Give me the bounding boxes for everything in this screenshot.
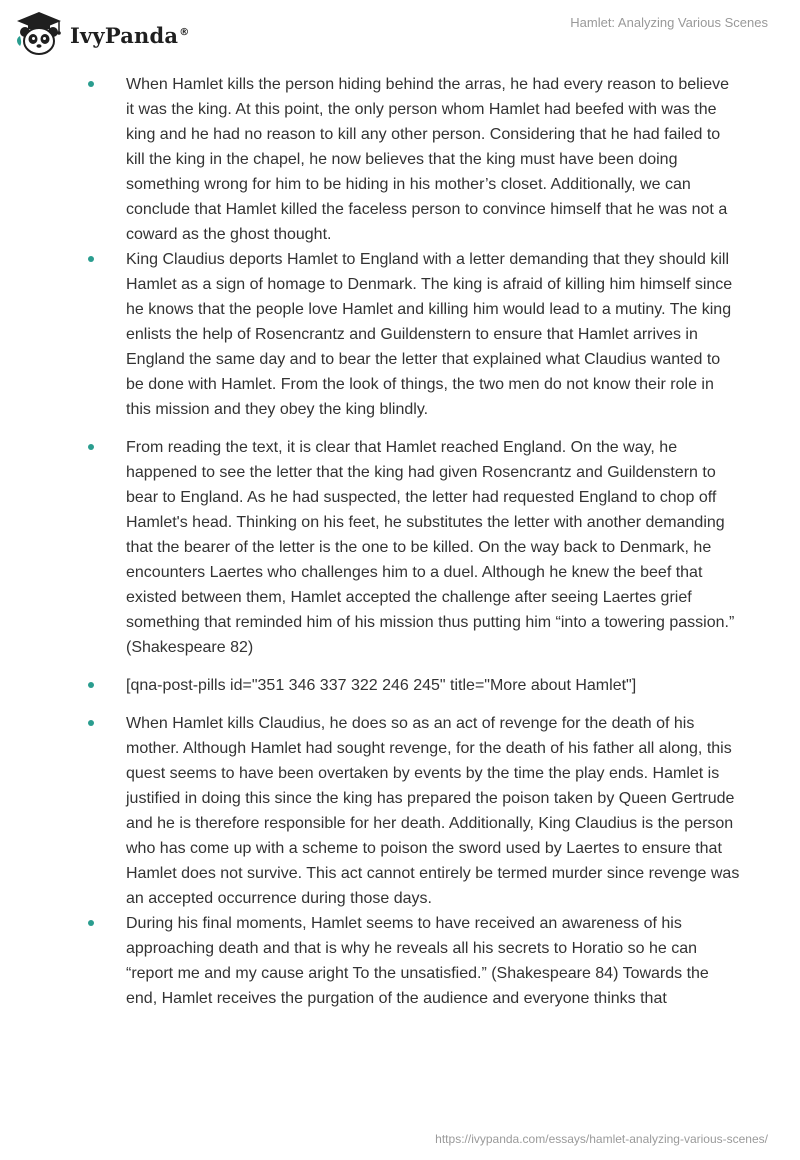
shortcode-text: [qna-post-pills id="351 346 337 322 246 245" title="More about Hamlet"] xyxy=(126,677,637,694)
bullet-dot xyxy=(88,444,94,450)
ivypanda-logo[interactable] xyxy=(14,10,189,56)
list-item xyxy=(0,72,800,247)
document-title: Hamlet: Analyzing Various Scenes xyxy=(570,15,768,30)
list-item xyxy=(0,673,800,698)
bullet-list xyxy=(0,72,800,1011)
list-item xyxy=(0,911,800,1011)
list-item-text: King Claudius deports Hamlet to England with a letter demanding that they should kill Hamlet as a sign of homage to Denmark. The king is afraid of killing him himself since he knows that the people love Hamlet and killing him would lead to a mutiny. The king enlists the help of Rosencrantz and Guildenstern to ensure that Hamlet arrives in England the same day and to bear the letter that explained what Claudius wanted to be done with Hamlet. From the look of things, the two men do not know their role in this mission and they obey the king blindly. xyxy=(126,251,733,418)
page-header xyxy=(0,0,800,70)
bullet-dot xyxy=(88,682,94,688)
list-item xyxy=(0,435,800,660)
bullet-dot xyxy=(88,81,94,87)
list-item-text: During his final moments, Hamlet seems to have received an awareness of his approaching death and that is why he reveals all his secrets to Horatio so he can “report me and my cause aright To the unsatisfied.” (Shakespeare 84) Towards the end, Hamlet receives the purgation of the audience and everyone thinks that xyxy=(126,915,709,1007)
registered-mark: ® xyxy=(179,26,190,38)
bullet-dot xyxy=(88,720,94,726)
brand-name: IvyPanda® xyxy=(70,22,190,48)
bullet-dot xyxy=(88,256,94,262)
list-item-text: When Hamlet kills the person hiding behind the arras, he had every reason to believe it was the king. At this point, the only person whom Hamlet had beefed with was the king and he had no reason to kill any other person. Considering that he had failed to kill the king in the chapel, he now believes that the king must have been doing something wrong for him to be hiding in his mother’s closet. Additionally, we can conclude that Hamlet killed the faceless person to convince himself that he was not a coward as the ghost thought. xyxy=(126,76,730,243)
panda-graduation-cap-icon xyxy=(14,10,64,56)
list-item-text: When Hamlet kills Claudius, he does so as an act of revenge for the death of his mother. Although Hamlet had sought revenge, for the death of his father all along, this quest seems to have been overtaken by events by the time the play ends. Hamlet is justified in doing this since the king has prepared the poison taken by Queen Gertrude and he is therefore responsible for her death. Additionally, King Claudius is the person who has come up with a scheme to poison the sword used by Laertes to ensure that Hamlet does not survive. This act cannot entirely be termed murder since revenge was an accepted occurrence during those days. xyxy=(126,715,740,907)
essay-body xyxy=(0,72,800,1011)
bullet-dot xyxy=(88,920,94,926)
source-url[interactable]: https://ivypanda.com/essays/hamlet-analyzing-various-scenes/ xyxy=(435,1132,768,1146)
list-item xyxy=(0,711,800,911)
list-item xyxy=(0,247,800,422)
list-item-text: From reading the text, it is clear that Hamlet reached England. On the way, he happened to see the letter that the king had given Rosencrantz and Guildenstern to bear to England. As he had suspected, the letter had requested England to chop off Hamlet's head. Thinking on his feet, he substitutes the letter with another demanding that the bearer of the letter is the one to be killed. On the way back to Denmark, he encounters Laertes who challenges him to a duel. Although he knew the beef that existed between them, Hamlet accepted the challenge after seeing Laertes grief something that reminded him of his mission thus putting him “into a towering passion.” (Shakespeare 82) xyxy=(126,439,735,656)
